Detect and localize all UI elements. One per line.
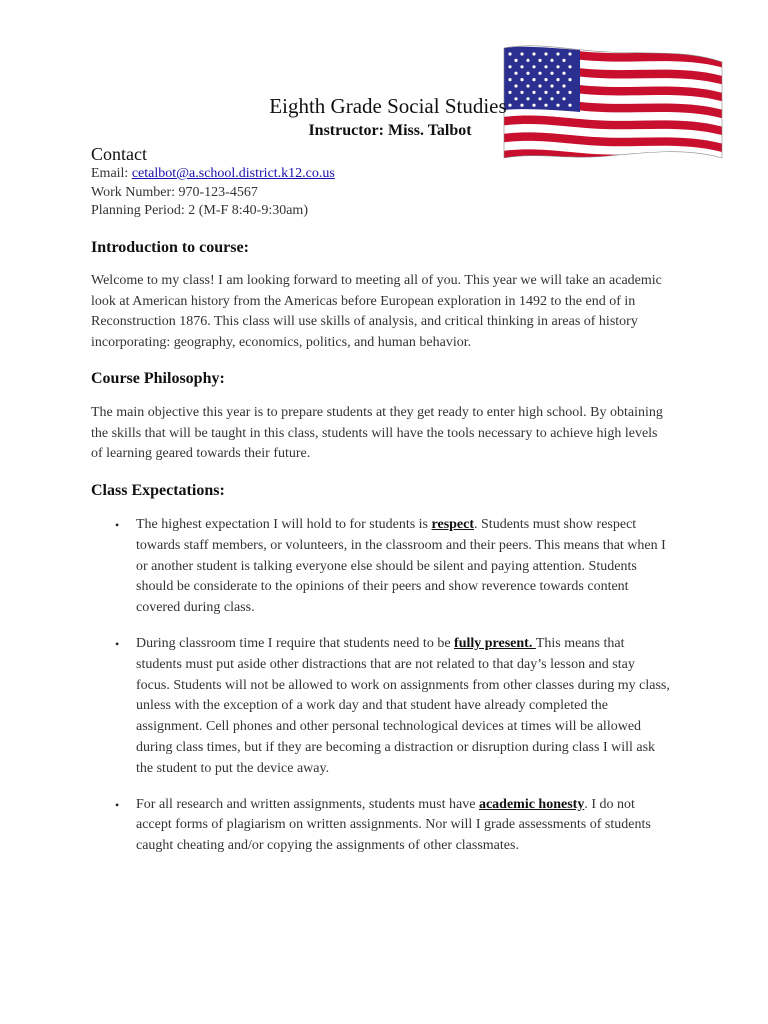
flag-star [538,59,541,62]
contact-heading: Contact [91,144,147,164]
flag-star [514,72,517,75]
list-item: • The highest expectation I will hold to for students is respect. Students must show respect towards staff members, or volunteers, in the classroom and their peers. This means that when I or another student is talking everyone else should be silent and paying attention. Students should be considerate to the opinions of their peers and show reverence towards content covered during class. [115,517,666,616]
contact-details [91,165,335,221]
work-number: Work Number: 970-123-4567 [91,184,258,200]
flag-star [520,65,523,68]
email-line [91,165,335,184]
keyword-academic-honesty: academic honesty [478,796,585,812]
expectations-list [91,515,671,872]
flag-star [568,65,571,68]
expectations-heading: Class Expectations: [91,482,225,499]
flag-star [544,52,547,55]
flag-star [514,59,517,62]
list-item: • For all research and written assignments, students must have academic honesty. I do not accept forms of plagiarism on written assignments. Nor will I grade assessments of students caught cheating and/or copying the assignments of other classmates. [115,796,651,854]
flag-star [544,65,547,68]
instructor-line: Instructor: Miss. Talbot [308,122,472,139]
flag-star [532,78,535,81]
flag-star [562,59,565,62]
keyword-respect: respect [431,517,475,532]
bullet-icon: • [115,636,120,651]
flag-star [526,72,529,75]
flag-star [556,52,559,55]
flag-star [562,84,565,87]
flag-star [550,72,553,75]
page-title: Eighth Grade Social Studies [269,94,507,118]
flag-star [568,52,571,55]
flag-star [508,52,511,55]
flag-star [508,78,511,81]
flag-star [520,78,523,81]
flag-star [556,65,559,68]
bullet-icon: • [115,518,120,532]
intro-paragraph: Welcome to my class! I am looking forward to meeting all of you. This year we will take an academic look at American history from the Americas before European exploration in 1492 to the end of in Reconstruction 1876. This class will use skills of analysis, and critical thinking in areas of history incorporating: geography, economics, politics, and human behavior. [91,273,662,350]
flag-star [550,59,553,62]
list-item: • During classroom time I require that students need to be fully present. This means that students must put aside other distractions that are not related to that day’s lesson and stay focus. Students will not be allowed to work on assignments from other classes during my class, unless with the exception of a work day and that student have already completed the assignment. Cell phones and other personal technological devices at times will be allowed during class times, but if they are becoming a distraction or disruption during class I will ask the student to put the device away. [115,635,670,776]
flag-star [544,78,547,81]
flag-star [520,52,523,55]
flag-star [532,65,535,68]
philosophy-paragraph: The main objective this year is to prepare students at they get ready to enter high school. By obtaining the skills that will be taught in this class, students will have the tools necessary to achieve high levels of learning geared towards their future. [91,405,663,461]
philosophy-heading: Course Philosophy: [91,370,225,387]
flag-star [508,65,511,68]
flag-star [526,84,529,87]
flag-star [538,72,541,75]
flag-star [550,84,553,87]
flag-star [526,59,529,62]
planning-period: Planning Period: 2 (M-F 8:40-9:30am) [91,203,308,218]
email-label: Email: [91,166,129,181]
intro-heading: Introduction to course: [91,239,249,256]
flag-star [556,78,559,81]
keyword-fully-present: fully present. [454,635,536,651]
flag-star [532,52,535,55]
flag-star [562,72,565,75]
flag-star [538,84,541,87]
flag-star [514,84,517,87]
email-link[interactable]: cetalbot@a.school.district.k12.co.us [131,166,335,181]
bullet-icon: • [115,797,120,812]
flag-star [568,78,571,81]
